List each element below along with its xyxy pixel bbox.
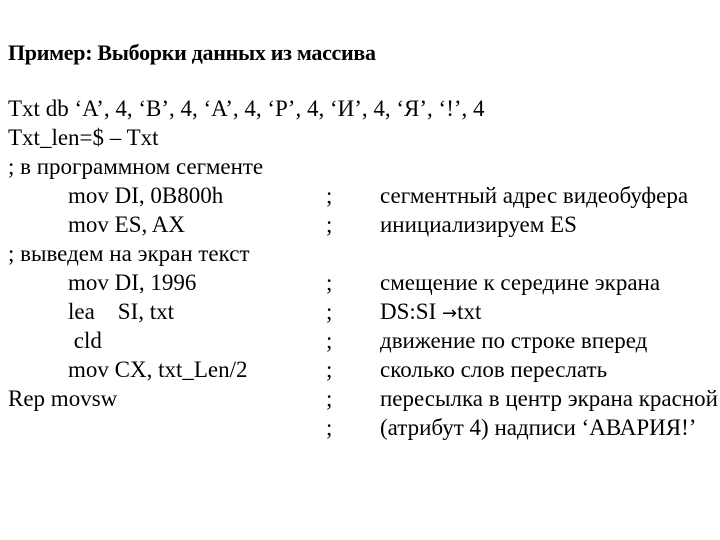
- code-line-comment-segment: ; в программном сегменте: [8, 154, 264, 179]
- instruction: mov DI, 1996: [68, 270, 197, 295]
- comment: [380, 299, 481, 325]
- comment: инициализируем ES: [380, 212, 577, 237]
- code-line-comment-output: ; выведем на экран текст: [8, 241, 250, 266]
- comment: сегментный адрес видеобуфера: [380, 183, 689, 208]
- comment: движение по строке вперед: [380, 328, 648, 353]
- instruction: mov ES, AX: [68, 212, 185, 237]
- comment: пересылка в центр экрана красной: [380, 386, 718, 411]
- comment-separator: ;: [326, 357, 333, 382]
- instruction: cld: [68, 328, 102, 353]
- comment-part: DS:SI: [380, 299, 442, 324]
- comment-separator: ;: [326, 386, 333, 411]
- comment: смещение к середине экрана: [380, 270, 661, 295]
- instruction: lea SI, txt: [68, 299, 175, 324]
- instruction: mov CX, txt_Len/2: [68, 357, 248, 382]
- comment-part: txt: [457, 299, 482, 324]
- comment-separator: ;: [326, 183, 333, 208]
- comment-separator: ;: [326, 212, 333, 237]
- comment-separator: ;: [326, 299, 333, 324]
- comment-separator: ;: [326, 415, 333, 440]
- page-title: Пример: Выборки данных из массива: [8, 40, 376, 65]
- code-line-data-definition: Txt db ‘A’, 4, ‘B’, 4, ‘A’, 4, ‘P’, 4, ‘И’, 4, ‘Я’, ‘!’, 4: [8, 96, 485, 121]
- comment-separator: ;: [326, 270, 333, 295]
- comment-separator: ;: [326, 328, 333, 353]
- comment: (атрибут 4) надписи ‘АВАРИЯ!’: [380, 415, 697, 440]
- instruction: Rep movsw: [8, 386, 118, 411]
- arrow-icon: →: [442, 303, 458, 324]
- comment: сколько слов переслать: [380, 357, 608, 382]
- instruction: mov DI, 0B800h: [68, 183, 224, 208]
- code-line-length: Txt_len=$ – Txt: [8, 125, 159, 150]
